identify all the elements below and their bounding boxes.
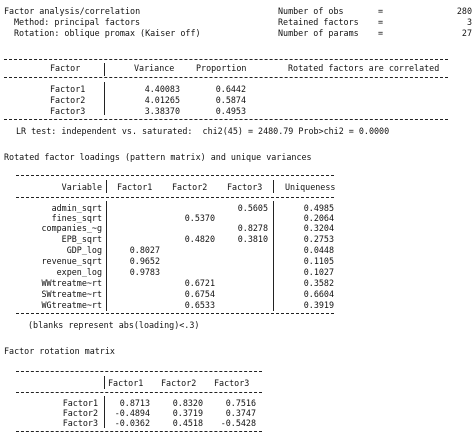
rotation-value: 0.4518 [172, 418, 203, 428]
factor1-loading: 0.9652 [129, 256, 160, 266]
column-separator [273, 180, 274, 193]
factor3-loading: 0.5605 [237, 203, 268, 213]
rotation-value: -0.5428 [220, 418, 256, 428]
table-rule [16, 197, 334, 198]
uniqueness-value: 0.3919 [303, 300, 334, 310]
column-separator [104, 63, 105, 76]
factor3-loading: 0.3810 [237, 234, 268, 244]
factor1-loading: 0.8027 [129, 245, 160, 255]
uniqueness-value: 0.1105 [303, 256, 334, 266]
variable-name: EPB_sqrt [61, 234, 102, 244]
column-separator [104, 82, 105, 115]
col-header-factor1: Factor1 [108, 378, 144, 388]
variable-name: WWtreatme~rt [41, 278, 102, 288]
rotation-value: -0.0362 [114, 418, 150, 428]
column-separator [106, 180, 107, 193]
uniqueness-value: 0.1027 [303, 267, 334, 277]
row-label: Factor1 [62, 398, 98, 408]
row-label: Factor3 [50, 106, 86, 116]
retained-value: 3 [466, 17, 472, 27]
table-rule [4, 59, 448, 60]
obs-value: 280 [456, 6, 472, 16]
variance-value: 4.40083 [144, 84, 180, 94]
factor2-loading: 0.6754 [184, 289, 215, 299]
variable-name: expen_log [56, 267, 102, 277]
variance-value: 3.38370 [144, 106, 180, 116]
factor2-loading: 0.4820 [184, 234, 215, 244]
proportion-value: 0.6442 [215, 84, 246, 94]
col-header-factor: Factor [50, 63, 81, 73]
analysis-title: Factor analysis/correlation [4, 6, 141, 16]
blanks-note: (blanks represent abs(loading)<.3) [28, 320, 200, 330]
uniqueness-value: 0.3204 [303, 223, 334, 233]
params-value: 27 [461, 28, 472, 38]
proportion-value: 0.4953 [215, 106, 246, 116]
col-header-variable: Variable [61, 182, 102, 192]
factor1-loading: 0.9783 [129, 267, 160, 277]
table-rule [4, 77, 448, 78]
col-header-factor2: Factor2 [161, 378, 197, 388]
rotation-value: 0.8320 [172, 398, 203, 408]
params-label: Number of params [278, 28, 359, 38]
variance-value: 4.01265 [144, 95, 180, 105]
rotation-value: 0.3719 [172, 408, 203, 418]
factor2-loading: 0.6721 [184, 278, 215, 288]
lr-test-line: LR test: independent vs. saturated: chi2(45) = 2480.79 Prob>chi2 = 0.0000 [16, 126, 390, 136]
rotation-value: 0.3747 [225, 408, 256, 418]
retained-eq: = [378, 17, 384, 27]
col-header-factor2: Factor2 [172, 182, 208, 192]
table-rule [4, 119, 448, 120]
obs-label: Number of obs [278, 6, 344, 16]
col-header-variance: Variance [134, 63, 175, 73]
row-label: Factor3 [62, 418, 98, 428]
obs-eq: = [378, 6, 384, 16]
factor2-loading: 0.6533 [184, 300, 215, 310]
table-rule [16, 371, 262, 372]
row-label: Factor2 [62, 408, 98, 418]
table-rule [16, 431, 262, 432]
column-separator [106, 201, 107, 311]
uniqueness-value: 0.4985 [303, 203, 334, 213]
variable-name: fines_sqrt [51, 213, 102, 223]
col-header-factor3: Factor3 [227, 182, 263, 192]
table-rule [16, 313, 334, 314]
col-header-proportion: Proportion [196, 63, 247, 73]
rotation-matrix-title: Factor rotation matrix [4, 346, 115, 356]
row-label: Factor2 [50, 95, 86, 105]
variable-name: revenue_sqrt [41, 256, 102, 266]
column-separator [104, 376, 105, 389]
col-header-factor1: Factor1 [117, 182, 153, 192]
table-rule [16, 392, 262, 393]
uniqueness-value: 0.2753 [303, 234, 334, 244]
variable-name: admin_sqrt [51, 203, 102, 213]
column-separator [273, 201, 274, 311]
row-label: Factor1 [50, 84, 86, 94]
variable-name: GDP_log [66, 245, 102, 255]
table-rule [16, 175, 334, 176]
loadings-title: Rotated factor loadings (pattern matrix) and unique variances [4, 152, 312, 162]
col-header-correlated-note: Rotated factors are correlated [288, 63, 440, 73]
uniqueness-value: 0.0448 [303, 245, 334, 255]
uniqueness-value: 0.2064 [303, 213, 334, 223]
col-header-factor3: Factor3 [214, 378, 250, 388]
col-header-uniqueness: Uniqueness [285, 182, 336, 192]
rotation-line: Rotation: oblique promax (Kaiser off) [14, 28, 201, 38]
variable-name: WGtreatme~rt [41, 300, 102, 310]
rotation-value: 0.7516 [225, 398, 256, 408]
params-eq: = [378, 28, 384, 38]
uniqueness-value: 0.3582 [303, 278, 334, 288]
uniqueness-value: 0.6604 [303, 289, 334, 299]
rotation-value: -0.4894 [114, 408, 150, 418]
factor2-loading: 0.5370 [184, 213, 215, 223]
method-line: Method: principal factors [14, 17, 141, 27]
retained-label: Retained factors [278, 17, 359, 27]
rotation-value: 0.8713 [119, 398, 150, 408]
proportion-value: 0.5874 [215, 95, 246, 105]
variable-name: SWtreatme~rt [41, 289, 102, 299]
variable-name: companies_~g [41, 223, 102, 233]
factor3-loading: 0.8278 [237, 223, 268, 233]
